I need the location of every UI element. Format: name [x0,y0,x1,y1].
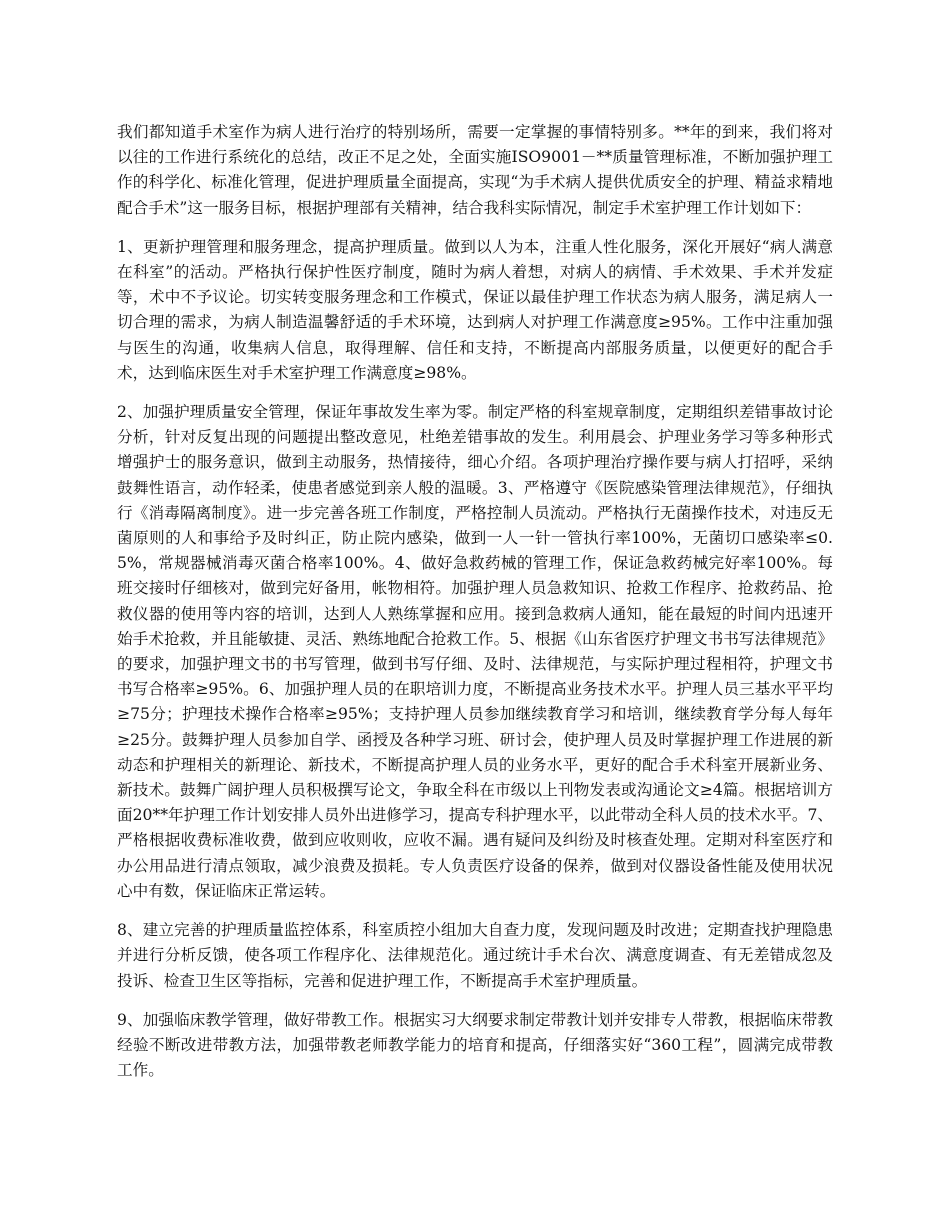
paragraph-items-2-7: 2、加强护理质量安全管理，保证年事故发生率为零。制定严格的科室规章制度，定期组织差错事故讨论分析，针对反复出现的问题提出整改意见，杜绝差错事故的发生。利用晨会、护理业务学习等多种形式增强护士的服务意识，做到主动服务，热情接待，细心介绍。各项护理治疗操作要与病人打招呼，采纳鼓舞性语言，动作轻柔，使患者感觉到亲人般的温暖。3、严格遵守《医院感染管理法律规范》，仔细执行《消毒隔离制度》。进一步完善各班工作制度，严格控制人员流动。严格执行无菌操作技术，对违反无菌原则的人和事给予及时纠正，防止院内感染，做到一人一针一管执行率100%，无菌切口感染率≤0.5%，常规器械消毒灭菌合格率100%。4、做好急救药械的管理工作，保证急救药械完好率100%。每班交接时仔细核对，做到完好备用，帐物相符。加强护理人员急救知识、抢救工作程序、抢救药品、抢救仪器的使用等内容的培训，达到人人熟练掌握和应用。接到急救病人通知，能在最短的时间内迅速开始手术抢救，并且能敏捷、灵活、熟练地配合抢救工作。5、根据《山东省医疗护理文书书写法律规范》的要求，加强护理文书的书写管理，做到书写仔细、及时、法律规范，与实际护理过程相符，护理文书书写合格率≥95%。6、加强护理人员的在职培训力度，不断提高业务技术水平。护理人员三基水平平均≥75分；护理技术操作合格率≥95%；支持护理人员参加继续教育学习和培训，继续教育学分每人每年≥25分。鼓舞护理人员参加自学、函授及各种学习班、研讨会，使护理人员及时掌握护理工作进展的新动态和护理相关的新理论、新技术，不断提高护理人员的业务水平，更好的配合手术科室开展新业务、新技术。鼓舞广阔护理人员积极撰写论文，争取全科在市级以上刊物发表或沟通论文≥4篇。根据培训方面20**年护理工作计划安排人员外出进修学习，提高专科护理水平，以此带动全科人员的技术水平。7、严格根据收费标准收费，做到应收则收，应收不漏。遇有疑问及纠纷及时核查处理。定期对科室医疗和办公用品进行清点领取，减少浪费及损耗。专人负责医疗设备的保养，做到对仪器设备性能及使用状况心中有数，保证临床正常运转。 [117,403,833,900]
intro-paragraph: 我们都知道手术室作为病人进行治疗的特别场所，需要一定掌握的事情特别多。**年的到来，我们将对以往的工作进行系统化的总结，改正不足之处，全面实施ISO9001－**质量管理标准，不断加强护理工作的科学化、标准化管理，促进护理质量全面提高，实现“为手术病人提供优质安全的护理、精益求精地配合手术”这一服务目标，根据护理部有关精神，结合我科实际情况，制定手术室护理工作计划如下： [117,123,833,217]
paragraph-item-1: 1、更新护理管理和服务理念，提高护理质量。做到以人为本，注重人性化服务，深化开展好“病人满意在科室”的活动。严格执行保护性医疗制度，随时为病人着想，对病人的病情、手术效果、手术并发症等，术中不予议论。切实转变服务理念和工作模式，保证以最佳护理工作状态为病人服务，满足病人一切合理的需求，为病人制造温馨舒适的手术环境，达到病人对护理工作满意度≥95%。工作中注重加强与医生的沟通，收集病人信息，取得理解、信任和支持，不断提高内部服务质量，以便更好的配合手术，达到临床医生对手术室护理工作满意度≥98%。 [117,237,833,382]
paragraph-item-9: 9、加强临床教学管理，做好带教工作。根据实习大纲要求制定带教计划并安排专人带教，根据临床带教经验不断改进带教方法，加强带教老师教学能力的培育和提高，仔细落实好“360工程”，圆满完成带教工作。 [117,1010,833,1080]
paragraph-item-8: 8、建立完善的护理质量监控体系，科室质控小组加大自查力度，发现问题及时改进；定期查找护理隐患并进行分析反馈，使各项工作程序化、法律规范化。通过统计手术台次、满意度调查、有无差错成忽及投诉、检查卫生区等指标，完善和促进护理工作，不断提高手术室护理质量。 [117,921,833,990]
document-body [117,120,833,1097]
